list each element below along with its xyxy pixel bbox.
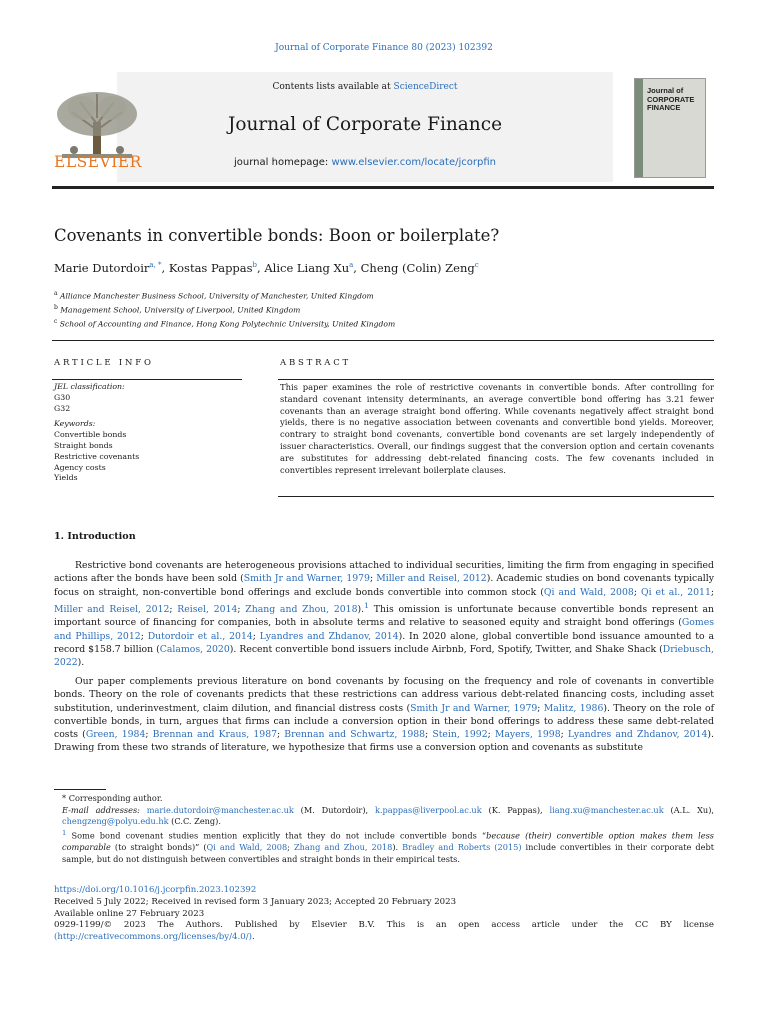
journal-reference[interactable]: Journal of Corporate Finance 80 (2023) 102392 — [275, 43, 493, 53]
keyword: Restrictive covenants — [54, 451, 140, 461]
text-run: ; — [252, 630, 260, 642]
keyword: Yields — [54, 473, 78, 483]
text-run: ; — [537, 702, 544, 714]
text-run: ). Recent convertible bond issuers include Airbnb, Ford, Spotify, Twitter, and Shake Shack ( — [229, 643, 663, 655]
citation-link[interactable]: Lyandres and Zhdanov, 2014 — [567, 729, 708, 741]
corresponding-author-note: * Corresponding author. — [62, 793, 163, 803]
text-run: ). — [357, 603, 365, 615]
citation-link[interactable]: Green, 1984 — [85, 729, 146, 741]
affiliations — [54, 288, 395, 330]
keywords-label: Keywords: — [54, 419, 96, 429]
citation-link[interactable]: Malitz, 1986 — [543, 702, 604, 714]
received-dates: Received 5 July 2022; Received in revised form 3 January 2023; Accepted 20 February 2023 — [54, 896, 457, 907]
citation-link[interactable]: Dutordoir et al., 2014 — [147, 630, 253, 642]
journal-cover-thumbnail[interactable] — [634, 78, 706, 178]
text-run: ; — [560, 729, 568, 741]
section-rule — [52, 340, 714, 341]
available-online: Available online 27 February 2023 — [54, 908, 205, 919]
homepage-prefix: journal homepage: — [234, 157, 332, 168]
license-line: 0929-1199/© 2023 The Authors. Published by Elsevier B.V. This is an open access article under the CC BY license — [54, 920, 714, 931]
author-affil-mark[interactable]: b — [252, 261, 258, 270]
author-name[interactable]: Alice Liang Xu — [264, 261, 350, 275]
author-affil-mark[interactable]: a — [349, 261, 354, 270]
publication-info — [54, 885, 714, 944]
email-addresses: E-mail addresses: marie.dutordoir@manchester.ac.uk (M. Dutordoir), k.pappas@liverpool.ac.uk (K. Pappas), liang.xu@manchester.ac.uk (A.L. Xu), chengzeng@polyu.edu.hk (C.C. Zeng). — [62, 804, 714, 827]
citation-link[interactable]: Gomes and Phillips, 2012 — [54, 617, 714, 642]
text-run: ; — [487, 729, 495, 741]
citation-link[interactable]: Mayers, 1998 — [494, 729, 561, 741]
abstract-text: This paper examines the role of restrictive covenants in convertible bonds. After controlling for standard covenant intensity determinants, an average convertible bond offering has 3.21 fewer covenants than an average straight bond offering. While covenants negatively affect straight bond yields, there is no negative association between covenants and convertible bond yields. Moreover, contrary to straight bond covenants, convertible bond covenants are set largely independently of issuer characteristics. Overall, our findings suggest that the conversion option and certain covenants are substitutes for addressing debt-related financing costs. The few covenants included in convertibles represent irrelevant boilerplate clauses. — [280, 382, 714, 475]
abstract-heading: ABSTRACT — [280, 358, 351, 368]
citation-link[interactable]: Qi et al., 2011 — [640, 586, 711, 598]
jel-label: JEL classification: — [54, 382, 125, 391]
citation-link[interactable]: Brennan and Schwartz, 1988 — [284, 729, 426, 741]
abstract-bottom-rule — [278, 496, 714, 497]
text-run: include convertibles in their corporate debt sample, but do not distinguish between convertibles and straight bonds in their empirical tests. — [62, 842, 714, 864]
footnotes — [54, 793, 714, 865]
text-run: ). Academic studies on bond covenants typically focus on straight, non-convertible bond offerings and exclude bonds convertible into common stock ( — [54, 573, 714, 598]
email-link[interactable]: marie.dutordoir@manchester.ac.uk — [146, 804, 294, 815]
section-heading-introduction: 1. Introduction — [54, 531, 136, 542]
keyword: Straight bonds — [54, 440, 113, 450]
author-affil-mark[interactable]: a, * — [149, 261, 162, 270]
author-affil-mark[interactable]: c — [474, 261, 479, 270]
text-run: ; — [145, 729, 153, 741]
affiliation: $^a$ Alliance Manchester Business School, University of Manchester, United Kingdom — [54, 290, 374, 301]
author-name[interactable]: Kostas Pappas — [168, 261, 253, 275]
text-run: ; — [277, 729, 285, 741]
text-run: ; — [710, 586, 714, 598]
citation-link[interactable]: Miller and Reisel, 2012 — [376, 573, 487, 585]
text-run: ). Drawing from these two strands of literature, we hypothesize that firms use a conversion option and covenants as substitute — [54, 729, 714, 754]
footnote-marker[interactable]: 1 — [62, 828, 67, 837]
article-info-rule — [52, 379, 242, 380]
affiliation: $^b$ Management School, University of Liverpool, United Kingdom — [54, 304, 301, 315]
affiliation: $^c$ School of Accounting and Finance, Hong Kong Polytechnic University, United Kingdom — [54, 318, 396, 329]
text-run: (to straight bonds)” ( — [110, 842, 207, 853]
email-link[interactable]: k.pappas@liverpool.ac.uk — [374, 804, 482, 815]
citation-link[interactable]: Bradley and Roberts (2015) — [402, 842, 522, 853]
citation-link[interactable]: Driebusch, 2022 — [54, 643, 714, 669]
jel-code: G32 — [54, 403, 71, 413]
license-link[interactable]: (http://creativecommons.org/licenses/by/4.0/) — [54, 932, 252, 943]
citation-link[interactable]: Zhang and Zhou, 2018 — [245, 603, 358, 615]
text-run: ; — [169, 603, 178, 615]
text-run: This omission is unfortunate because convertible bonds represent an important source of financing for companies, both in absolute terms and relative to seasoned equity and straight bond offerings ( — [54, 603, 714, 629]
email-link[interactable]: liang.xu@manchester.ac.uk — [549, 804, 664, 815]
text-run: ; — [369, 573, 377, 585]
text-run: ; — [633, 586, 641, 598]
citation-link[interactable]: Lyandres and Zhdanov, 2014 — [259, 630, 399, 642]
text-run: ; — [425, 729, 433, 741]
citation-link[interactable]: Stein, 1992 — [432, 729, 488, 741]
author-list: Marie Dutordoir$^{a, *}$, Kostas Pappas$^b$, Alice Liang Xu$^a$, Cheng (Colin) Zeng$^c$ — [54, 261, 479, 275]
text-run: Our paper complements previous literature on bond covenants by focusing on the frequency and role of covenants in convertible bonds. Theory on the role of covenants predicts that these restrictions can address various debt-related financing costs, including asset substitution, underinvestment, claim dilution, and financial distress costs ( — [54, 676, 714, 714]
citation-link[interactable]: Reisel, 2014 — [177, 603, 238, 615]
elsevier-wordmark: ELSEVIER — [54, 153, 142, 171]
text-run: ). — [392, 842, 403, 853]
article-info — [54, 382, 242, 484]
license-link-line: (http://creativecommons.org/licenses/by/4.0/). — [54, 932, 255, 943]
header-rule — [52, 186, 714, 189]
jel-code: G30 — [54, 392, 71, 402]
italic-text: because (their) convertible option makes them less comparable — [62, 830, 714, 853]
text-run: ; — [237, 603, 246, 615]
contents-line — [117, 82, 613, 92]
abstract-rule — [278, 379, 714, 380]
citation-link[interactable]: Smith Jr and Warner, 1979 — [243, 573, 370, 585]
homepage-link[interactable]: www.elsevier.com/locate/jcorpfin — [331, 157, 496, 168]
text-run: Some bond covenant studies mention explicitly that they do not include convertible bonds “ — [66, 830, 487, 841]
paper-title: Covenants in convertible bonds: Boon or boilerplate? — [54, 226, 500, 245]
cover-title: Journal of CORPORATE FINANCE — [647, 86, 695, 112]
citation-link[interactable]: Miller and Reisel, 2012 — [54, 603, 170, 615]
text-run: ). — [77, 657, 85, 669]
intro-paragraph-1 — [54, 559, 714, 669]
email-link[interactable]: chengzeng@polyu.edu.hk — [62, 816, 169, 827]
doi-link[interactable]: https://doi.org/10.1016/j.jcorpfin.2023.102392 — [54, 885, 257, 895]
footnote-rule — [54, 789, 106, 790]
cover-spine — [635, 79, 643, 177]
citation-link[interactable]: Qi and Wald, 2008 — [206, 842, 288, 853]
journal-title: Journal of Corporate Finance — [227, 114, 503, 135]
text-run: ). In 2020 alone, global convertible bond issuance amounted to a record $158.7 billion ( — [54, 630, 714, 655]
keyword: Agency costs — [54, 462, 106, 472]
citation-link[interactable]: Qi and Wald, 2008 — [543, 586, 634, 598]
text-run: Restrictive bond covenants are heterogeneous provisions attached to individual securities, limiting the firm from engaging in specified actions after the bonds have been sold ( — [54, 560, 714, 585]
text-run: ; — [140, 630, 148, 642]
text-run: ; — [287, 842, 294, 853]
keyword: Convertible bonds — [54, 430, 127, 440]
citation-link[interactable]: Calamos, 2020 — [159, 643, 230, 655]
contents-prefix: Contents lists available at — [272, 82, 394, 92]
text-run: ). Theory on the role of convertible bonds, in turn, argues that firms can include a conversion option in their bond offerings to address these same debt-related costs ( — [54, 702, 715, 741]
journal-homepage — [117, 157, 613, 168]
author-name[interactable]: Marie Dutordoir — [54, 261, 150, 275]
article-info-heading: ARTICLE INFO — [54, 358, 154, 368]
intro-paragraph-2 — [54, 675, 714, 755]
citation-link[interactable]: Smith Jr and Warner, 1979 — [410, 702, 538, 714]
author-name[interactable]: Cheng (Colin) Zeng — [360, 261, 475, 275]
sciencedirect-link[interactable]: ScienceDirect — [393, 82, 458, 92]
footnote-marker[interactable]: 1 — [364, 600, 370, 610]
citation-link[interactable]: Zhang and Zhou, 2018 — [293, 842, 393, 853]
footnote-1 — [54, 828, 714, 866]
citation-link[interactable]: Brennan and Kraus, 1987 — [152, 729, 278, 741]
